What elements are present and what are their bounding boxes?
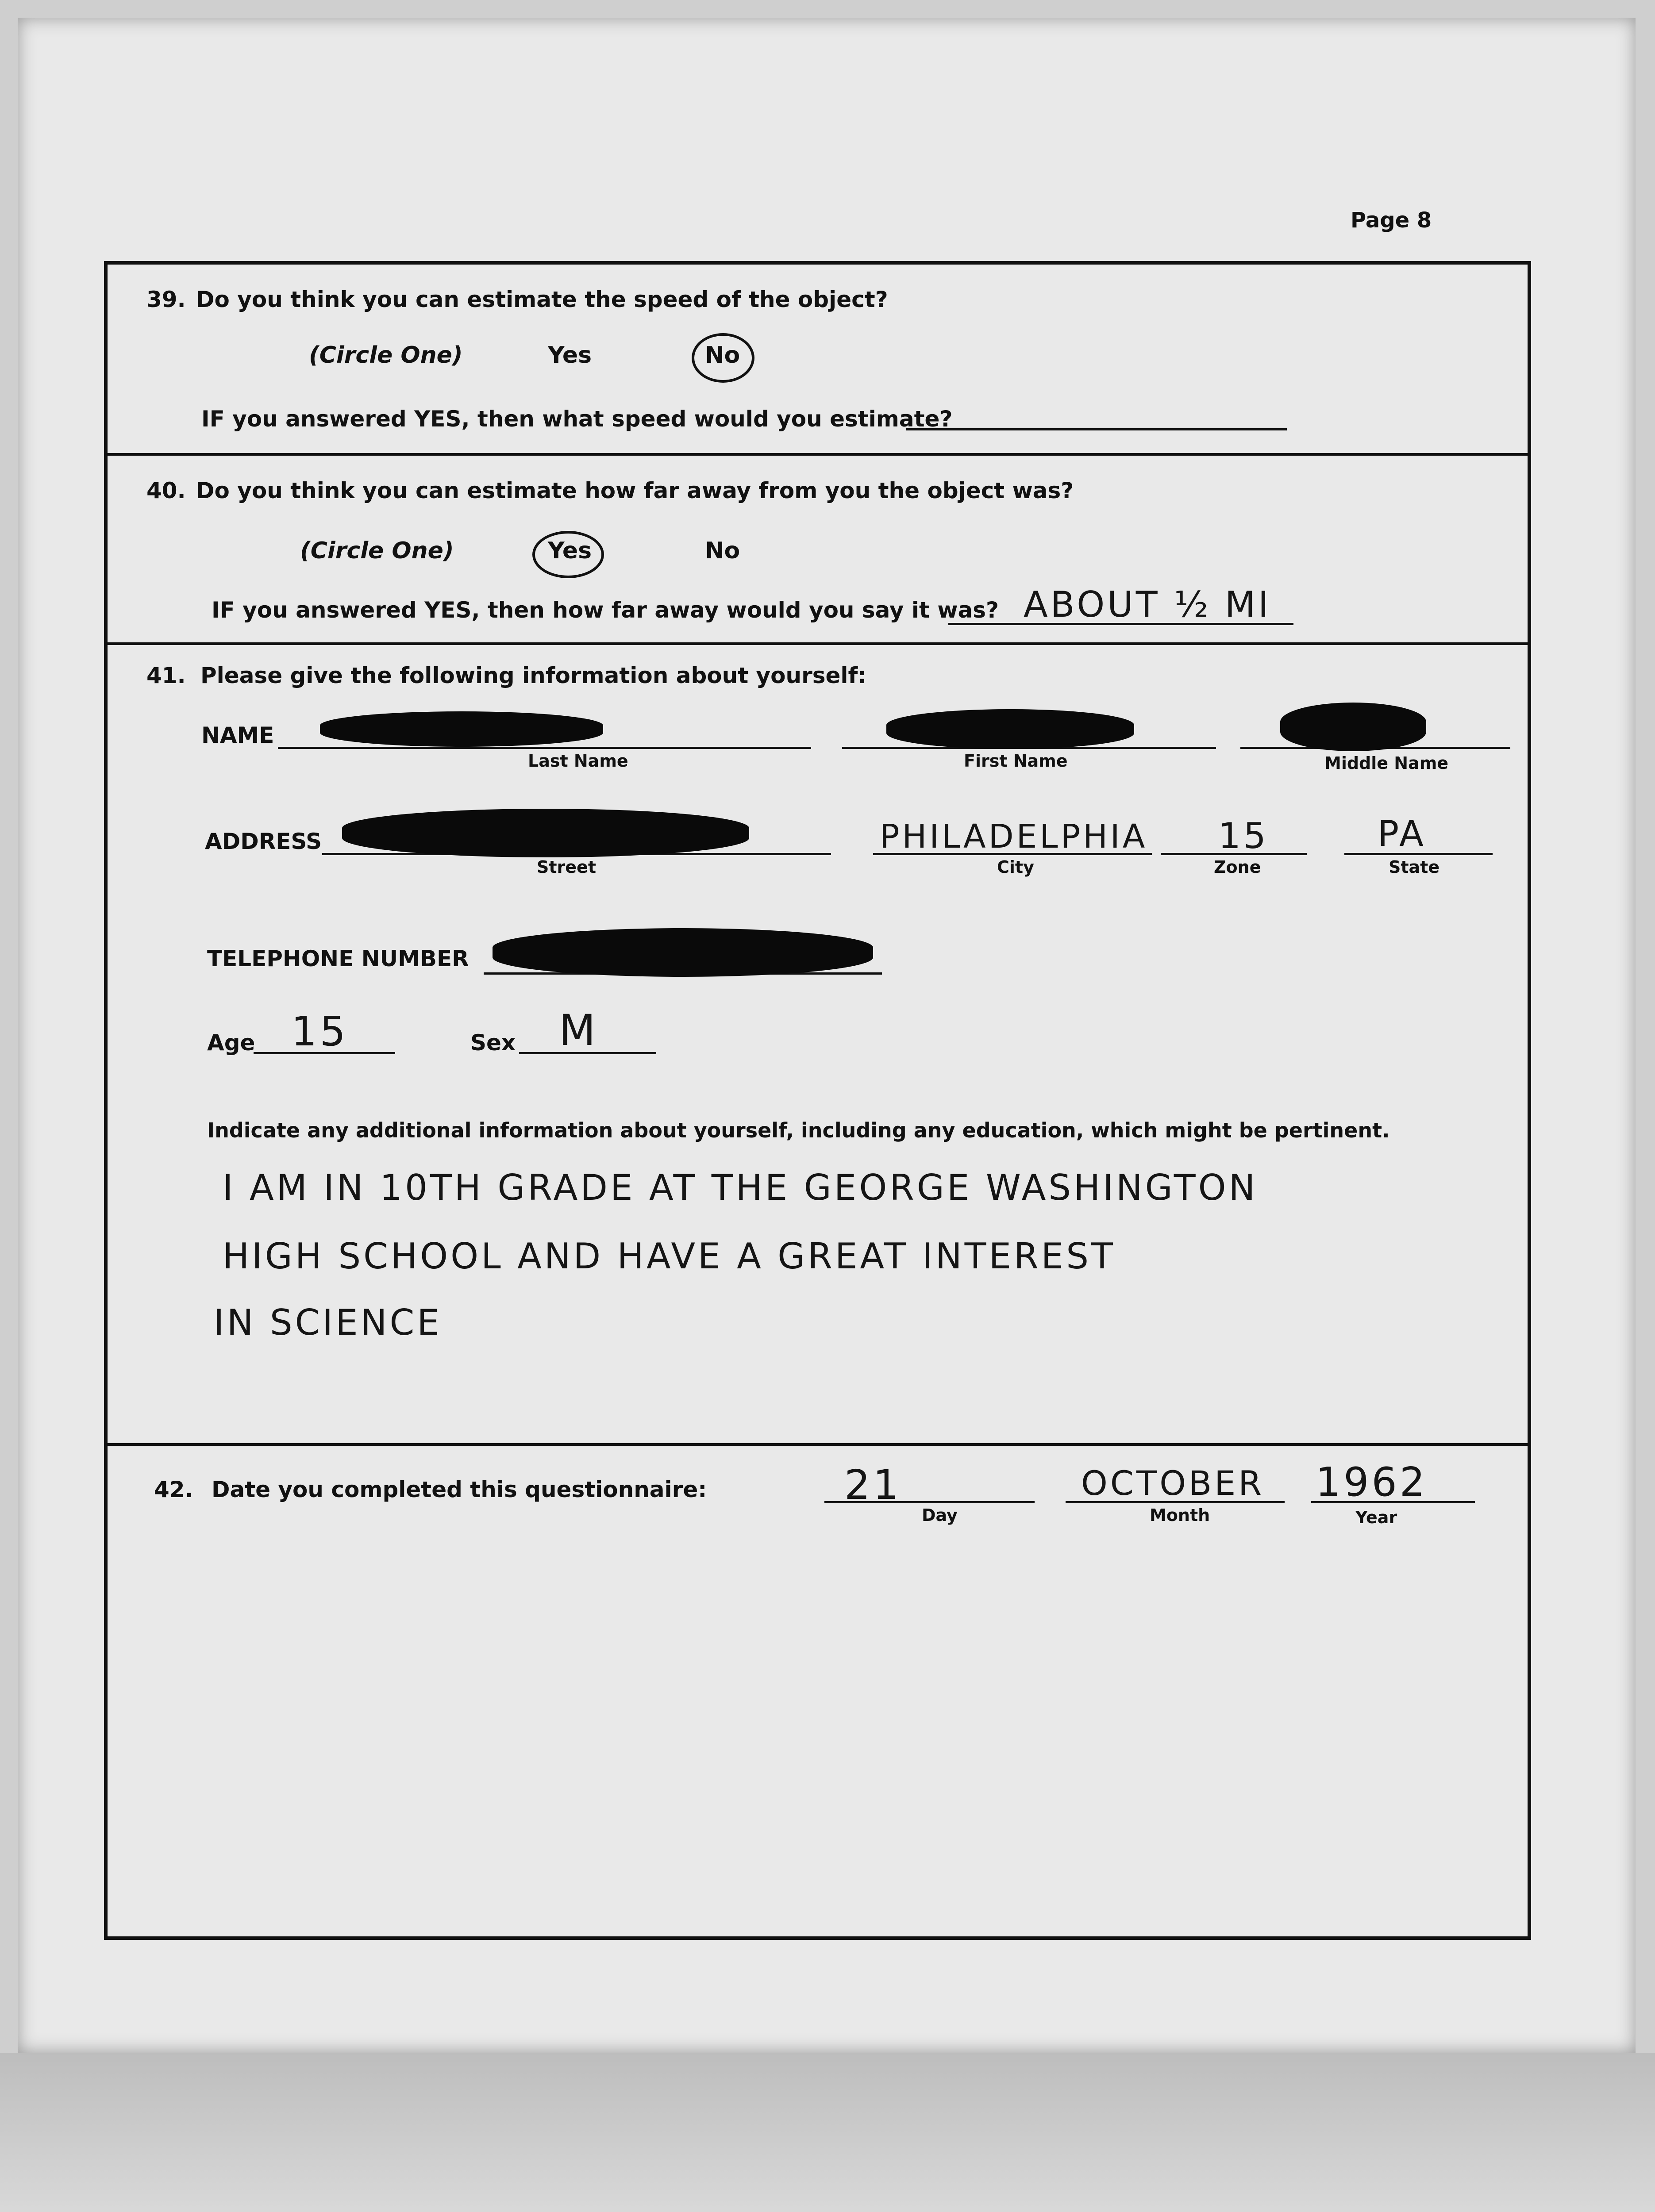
question-42 [108, 1446, 1528, 1940]
day-caption: Day [922, 1505, 958, 1525]
first-name-caption: First Name [964, 751, 1068, 771]
sex-label: Sex [470, 1030, 516, 1056]
question-39 [108, 265, 1528, 456]
question-41 [108, 645, 1528, 1446]
last-name-caption: Last Name [528, 751, 628, 771]
q40-no-option[interactable]: No [705, 538, 740, 564]
last-name-redaction [320, 711, 603, 747]
state-value: PA [1378, 813, 1426, 854]
q39-answer-line[interactable] [906, 428, 1287, 430]
page-number: Page 8 [1351, 208, 1432, 233]
q39-followup: IF you answered YES, then what speed would you estimate? [201, 406, 953, 432]
month-value: OCTOBER [1081, 1463, 1265, 1503]
additional-line-1: I AM IN 10TH GRADE AT THE GEORGE WASHINGTON [223, 1167, 1258, 1208]
question-40 [108, 456, 1528, 645]
q42-number: 42. [154, 1477, 193, 1502]
q39-question: Do you think you can estimate the speed of the object? [196, 287, 888, 312]
q40-selection-circle [532, 531, 604, 578]
month-caption: Month [1150, 1505, 1210, 1525]
q39-circle-one: (Circle One) [309, 342, 463, 369]
zone-value: 15 [1218, 815, 1269, 856]
q40-number: 40. [146, 478, 186, 503]
q40-circle-one: (Circle One) [300, 538, 454, 564]
q41-question: Please give the following information about yourself: [200, 663, 867, 688]
street-caption: Street [537, 857, 596, 877]
year-caption: Year [1355, 1508, 1397, 1527]
telephone-redaction [493, 928, 873, 977]
q41-number: 41. [146, 663, 186, 688]
name-label: NAME [201, 722, 274, 748]
sex-value: M [559, 1006, 598, 1055]
q39-selection-circle [692, 333, 754, 383]
q40-question: Do you think you can estimate how far away from you the object was? [196, 478, 1074, 503]
street-redaction [342, 809, 749, 857]
q39-no-option[interactable]: No [705, 342, 740, 369]
scan-background [0, 2053, 1655, 2212]
last-name-line[interactable] [278, 747, 811, 749]
q39-number: 39. [146, 287, 186, 312]
questionnaire-form [104, 261, 1531, 1940]
age-value: 15 [291, 1008, 349, 1055]
middle-name-caption: Middle Name [1324, 753, 1449, 773]
middle-name-redaction [1280, 703, 1426, 751]
telephone-label: TELEPHONE NUMBER [207, 946, 469, 972]
first-name-redaction [886, 709, 1134, 749]
zone-caption: Zone [1214, 857, 1261, 877]
q40-followup: IF you answered YES, then how far away would you say it was? [212, 597, 999, 623]
year-value: 1962 [1316, 1459, 1428, 1505]
state-caption: State [1389, 857, 1440, 877]
day-value: 21 [844, 1461, 902, 1509]
q42-question: Date you completed this questionnaire: [212, 1477, 707, 1502]
additional-info-prompt: Indicate any additional information about yourself, including any education, which might be pertinent. [207, 1118, 1390, 1142]
q39-yes-option[interactable]: Yes [548, 342, 592, 369]
city-value: PHILADELPHIA [880, 818, 1148, 856]
additional-line-3: IN SCIENCE [214, 1302, 442, 1343]
q40-answer: ABOUT ½ MI [1024, 584, 1271, 625]
q40-yes-option[interactable]: Yes [548, 538, 592, 564]
additional-line-2: HIGH SCHOOL AND HAVE A GREAT INTEREST [223, 1236, 1116, 1277]
address-label: ADDRESS [205, 829, 322, 854]
city-caption: City [997, 857, 1034, 877]
age-label: Age [207, 1030, 255, 1056]
